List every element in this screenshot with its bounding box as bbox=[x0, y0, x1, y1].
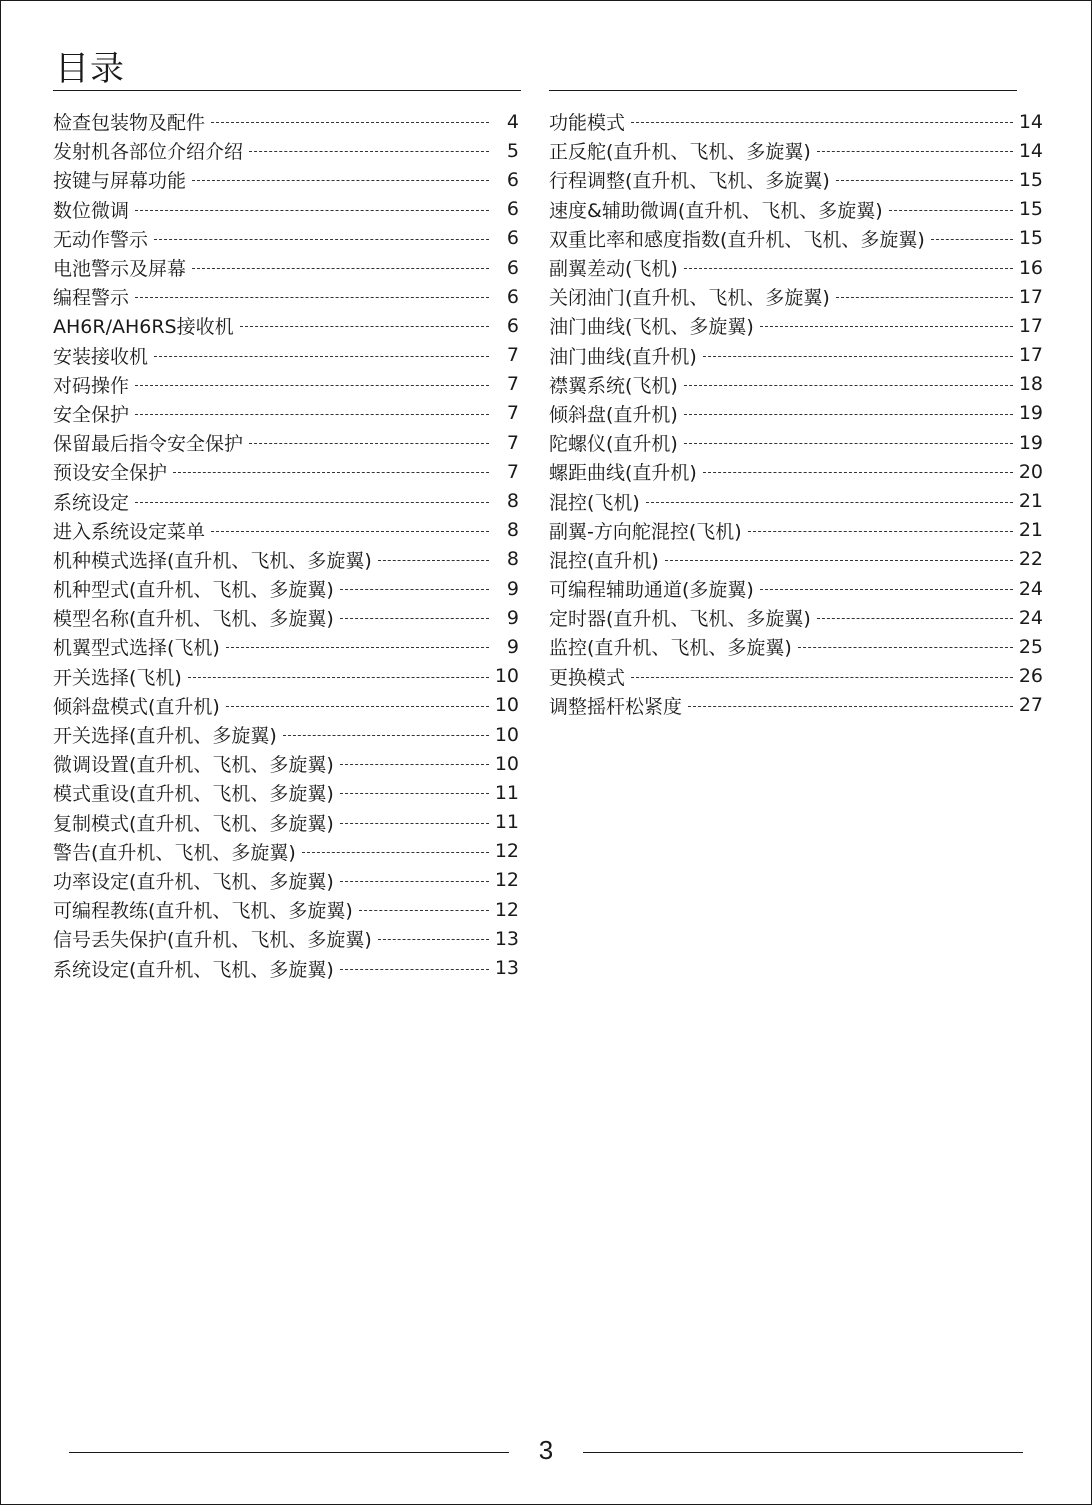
toc-entry-page: 10 bbox=[494, 665, 519, 688]
toc-entry[interactable] bbox=[549, 107, 1043, 136]
toc-dot-leader bbox=[665, 560, 1013, 561]
toc-right-column bbox=[549, 107, 1043, 720]
toc-entry-title: 按键与屏幕功能 bbox=[53, 170, 187, 193]
toc-dot-leader bbox=[211, 122, 489, 123]
toc-dot-leader bbox=[340, 764, 489, 765]
toc-entry-title: 更换模式 bbox=[549, 666, 626, 689]
toc-entry-page: 26 bbox=[1018, 665, 1043, 688]
toc-dot-leader bbox=[684, 268, 1013, 269]
toc-entry[interactable] bbox=[53, 282, 519, 311]
toc-entry-page: 24 bbox=[1018, 606, 1043, 629]
toc-entry[interactable] bbox=[53, 895, 519, 924]
toc-entry[interactable] bbox=[53, 749, 519, 778]
toc-dot-leader bbox=[378, 560, 489, 561]
toc-entry-page: 10 bbox=[494, 694, 519, 717]
toc-dot-leader bbox=[135, 210, 489, 211]
toc-dot-leader bbox=[249, 151, 489, 152]
toc-dot-leader bbox=[154, 239, 489, 240]
toc-entry-title: 混控(直升机) bbox=[549, 549, 659, 572]
toc-entry-page: 5 bbox=[506, 139, 519, 162]
toc-entry-title: 速度&辅助微调(直升机、飞机、多旋翼) bbox=[549, 199, 883, 222]
toc-entry[interactable] bbox=[549, 574, 1043, 603]
toc-dot-leader bbox=[211, 531, 489, 532]
toc-entry-title: 微调设置(直升机、飞机、多旋翼) bbox=[53, 754, 334, 777]
toc-entry-title: 开关选择(飞机) bbox=[53, 666, 182, 689]
toc-entry-title: 机种模式选择(直升机、飞机、多旋翼) bbox=[53, 549, 372, 572]
toc-entry-title: 监控(直升机、飞机、多旋翼) bbox=[549, 637, 792, 660]
toc-entry-title: 倾斜盘模式(直升机) bbox=[53, 695, 220, 718]
toc-dot-leader bbox=[340, 793, 489, 794]
toc-entry-title: 行程调整(直升机、飞机、多旋翼) bbox=[549, 170, 830, 193]
toc-entry[interactable] bbox=[53, 253, 519, 282]
toc-dot-leader bbox=[703, 356, 1013, 357]
toc-entry[interactable] bbox=[53, 370, 519, 399]
toc-entry-title: 复制模式(直升机、飞机、多旋翼) bbox=[53, 812, 334, 835]
toc-dot-leader bbox=[688, 706, 1013, 707]
toc-entry-title: 安全保护 bbox=[53, 403, 130, 426]
toc-entry-page: 7 bbox=[506, 431, 519, 454]
toc-entry-title: 功能模式 bbox=[549, 112, 626, 135]
toc-entry-page: 10 bbox=[494, 723, 519, 746]
toc-entry-title: 编程警示 bbox=[53, 287, 130, 310]
toc-entry-title: 安装接收机 bbox=[53, 345, 149, 368]
toc-dot-leader bbox=[135, 414, 489, 415]
toc-entry[interactable] bbox=[53, 545, 519, 574]
toc-entry-page: 8 bbox=[506, 490, 519, 513]
page-number-container bbox=[1, 1434, 1091, 1466]
toc-entry-page: 12 bbox=[494, 898, 519, 921]
toc-entry-page: 10 bbox=[494, 752, 519, 775]
toc-dot-leader bbox=[302, 852, 489, 853]
toc-entry-title: AH6R/AH6RS接收机 bbox=[53, 316, 234, 339]
toc-entry-title: 可编程教练(直升机、飞机、多旋翼) bbox=[53, 900, 353, 923]
toc-entry-title: 进入系统设定菜单 bbox=[53, 520, 206, 543]
toc-entry[interactable] bbox=[53, 136, 519, 165]
toc-dot-leader bbox=[817, 618, 1013, 619]
toc-entry-page: 6 bbox=[506, 285, 519, 308]
toc-entry-title: 副翼-方向舵混控(飞机) bbox=[549, 520, 742, 543]
toc-entry-page: 6 bbox=[506, 227, 519, 250]
toc-dot-leader bbox=[249, 443, 489, 444]
toc-entry[interactable] bbox=[549, 341, 1043, 370]
toc-entry-title: 襟翼系统(飞机) bbox=[549, 374, 678, 397]
toc-entry-page: 4 bbox=[506, 110, 519, 133]
toc-entry[interactable] bbox=[53, 924, 519, 953]
toc-entry-page: 24 bbox=[1018, 577, 1043, 600]
toc-entry[interactable] bbox=[549, 428, 1043, 457]
toc-entry-page: 6 bbox=[506, 314, 519, 337]
toc-dot-leader bbox=[817, 151, 1013, 152]
toc-entry[interactable] bbox=[549, 282, 1043, 311]
page-title: 目录 bbox=[55, 49, 125, 89]
toc-entry-title: 信号丢失保护(直升机、飞机、多旋翼) bbox=[53, 929, 372, 952]
toc-entry[interactable] bbox=[549, 516, 1043, 545]
toc-entry-page: 14 bbox=[1018, 110, 1043, 133]
toc-entry-page: 15 bbox=[1018, 168, 1043, 191]
toc-dot-leader bbox=[135, 385, 489, 386]
toc-entry-title: 预设安全保护 bbox=[53, 462, 168, 485]
toc-entry-title: 保留最后指令安全保护 bbox=[53, 433, 244, 456]
toc-entry-title: 可编程辅助通道(多旋翼) bbox=[549, 579, 754, 602]
toc-entry-page: 9 bbox=[506, 635, 519, 658]
toc-entry[interactable] bbox=[53, 662, 519, 691]
toc-entry-page: 11 bbox=[494, 811, 519, 834]
toc-entry-page: 9 bbox=[506, 577, 519, 600]
toc-entry-page: 14 bbox=[1018, 139, 1043, 162]
toc-entry-page: 7 bbox=[506, 344, 519, 367]
toc-entry[interactable] bbox=[549, 195, 1043, 224]
toc-entry-title: 开关选择(直升机、多旋翼) bbox=[53, 725, 277, 748]
toc-dot-leader bbox=[631, 677, 1013, 678]
toc-dot-leader bbox=[173, 472, 489, 473]
toc-entry[interactable] bbox=[53, 691, 519, 720]
toc-dot-leader bbox=[226, 647, 489, 648]
toc-dot-leader bbox=[760, 589, 1013, 590]
toc-entry-title: 陀螺仪(直升机) bbox=[549, 433, 678, 456]
toc-dot-leader bbox=[748, 531, 1013, 532]
toc-entry[interactable] bbox=[549, 545, 1043, 574]
toc-entry-page: 11 bbox=[494, 781, 519, 804]
toc-dot-leader bbox=[188, 677, 489, 678]
toc-entry-page: 17 bbox=[1018, 314, 1043, 337]
toc-entry-title: 调整摇杆松紧度 bbox=[549, 695, 683, 718]
toc-entry-page: 15 bbox=[1018, 227, 1043, 250]
toc-entry-title: 正反舵(直升机、飞机、多旋翼) bbox=[549, 141, 811, 164]
toc-entry[interactable] bbox=[53, 165, 519, 194]
toc-entry-page: 6 bbox=[506, 168, 519, 191]
toc-entry[interactable] bbox=[53, 603, 519, 632]
toc-entry-page: 8 bbox=[506, 519, 519, 542]
toc-entry[interactable] bbox=[549, 311, 1043, 340]
toc-entry[interactable] bbox=[53, 224, 519, 253]
toc-entry[interactable] bbox=[53, 953, 519, 982]
toc-entry[interactable] bbox=[53, 808, 519, 837]
toc-entry[interactable] bbox=[549, 632, 1043, 661]
toc-dot-leader bbox=[340, 969, 489, 970]
toc-dot-leader bbox=[340, 618, 489, 619]
toc-entry-title: 油门曲线(飞机、多旋翼) bbox=[549, 316, 754, 339]
toc-dot-leader bbox=[836, 180, 1013, 181]
toc-entry[interactable] bbox=[549, 370, 1043, 399]
toc-entry-page: 6 bbox=[506, 256, 519, 279]
toc-entry-title: 功率设定(直升机、飞机、多旋翼) bbox=[53, 870, 334, 893]
toc-entry[interactable] bbox=[549, 457, 1043, 486]
toc-entry[interactable] bbox=[53, 428, 519, 457]
toc-entry-page: 15 bbox=[1018, 198, 1043, 221]
toc-dot-leader bbox=[283, 735, 489, 736]
toc-entry[interactable] bbox=[549, 399, 1043, 428]
toc-entry-page: 7 bbox=[506, 460, 519, 483]
toc-entry-page: 20 bbox=[1018, 460, 1043, 483]
toc-entry[interactable] bbox=[549, 691, 1043, 720]
toc-entry-page: 12 bbox=[494, 869, 519, 892]
toc-dot-leader bbox=[703, 472, 1013, 473]
toc-entry-page: 22 bbox=[1018, 548, 1043, 571]
toc-dot-leader bbox=[684, 443, 1013, 444]
toc-entry[interactable] bbox=[549, 662, 1043, 691]
toc-entry-title: 倾斜盘(直升机) bbox=[549, 403, 678, 426]
toc-entry-title: 机翼型式选择(飞机) bbox=[53, 637, 220, 660]
toc-dot-leader bbox=[340, 823, 489, 824]
toc-entry[interactable] bbox=[53, 195, 519, 224]
toc-entry[interactable] bbox=[53, 457, 519, 486]
toc-dot-leader bbox=[760, 326, 1013, 327]
toc-entry-title: 系统设定 bbox=[53, 491, 130, 514]
toc-entry[interactable] bbox=[53, 341, 519, 370]
toc-entry-page: 25 bbox=[1018, 635, 1043, 658]
toc-entry-page: 19 bbox=[1018, 402, 1043, 425]
toc-entry[interactable] bbox=[549, 486, 1043, 515]
title-rule-right bbox=[549, 90, 1017, 91]
toc-dot-leader bbox=[192, 180, 489, 181]
toc-entry[interactable] bbox=[549, 224, 1043, 253]
toc-dot-leader bbox=[684, 414, 1013, 415]
toc-dot-leader bbox=[646, 502, 1013, 503]
toc-dot-leader bbox=[340, 589, 489, 590]
toc-dot-leader bbox=[240, 326, 489, 327]
toc-entry-title: 警告(直升机、飞机、多旋翼) bbox=[53, 841, 296, 864]
toc-entry-page: 21 bbox=[1018, 490, 1043, 513]
toc-entry-title: 发射机各部位介绍介绍 bbox=[53, 141, 244, 164]
toc-entry-page: 17 bbox=[1018, 285, 1043, 308]
toc-entry[interactable] bbox=[53, 837, 519, 866]
toc-dot-leader bbox=[359, 910, 489, 911]
toc-dot-leader bbox=[154, 356, 489, 357]
toc-dot-leader bbox=[378, 939, 489, 940]
toc-entry-title: 螺距曲线(直升机) bbox=[549, 462, 697, 485]
toc-dot-leader bbox=[889, 210, 1013, 211]
toc-entry[interactable] bbox=[53, 311, 519, 340]
toc-dot-leader bbox=[684, 385, 1013, 386]
toc-dot-leader bbox=[836, 297, 1013, 298]
toc-entry-page: 7 bbox=[506, 373, 519, 396]
toc-entry-title: 定时器(直升机、飞机、多旋翼) bbox=[549, 608, 811, 631]
toc-entry-title: 检查包装物及配件 bbox=[53, 112, 206, 135]
toc-entry-page: 8 bbox=[506, 548, 519, 571]
toc-entry-title: 对码操作 bbox=[53, 374, 130, 397]
toc-entry-page: 18 bbox=[1018, 373, 1043, 396]
toc-entry-title: 无动作警示 bbox=[53, 228, 149, 251]
toc-entry-title: 数位微调 bbox=[53, 199, 130, 222]
toc-entry-title: 模式重设(直升机、飞机、多旋翼) bbox=[53, 783, 334, 806]
toc-dot-leader bbox=[798, 647, 1013, 648]
toc-entry[interactable] bbox=[53, 107, 519, 136]
toc-entry[interactable] bbox=[53, 574, 519, 603]
toc-entry-page: 9 bbox=[506, 606, 519, 629]
toc-entry[interactable] bbox=[53, 720, 519, 749]
toc-entry[interactable] bbox=[53, 778, 519, 807]
toc-dot-leader bbox=[631, 122, 1013, 123]
toc-dot-leader bbox=[226, 706, 489, 707]
toc-entry-page: 17 bbox=[1018, 344, 1043, 367]
toc-entry-title: 模型名称(直升机、飞机、多旋翼) bbox=[53, 608, 334, 631]
toc-entry-page: 13 bbox=[494, 927, 519, 950]
toc-dot-leader bbox=[340, 881, 489, 882]
toc-entry-page: 13 bbox=[494, 957, 519, 980]
toc-entry-title: 电池警示及屏幕 bbox=[53, 258, 187, 281]
toc-entry-title: 混控(飞机) bbox=[549, 491, 640, 514]
toc-entry[interactable] bbox=[53, 399, 519, 428]
toc-entry-title: 机种型式(直升机、飞机、多旋翼) bbox=[53, 579, 334, 602]
toc-entry[interactable] bbox=[53, 486, 519, 515]
toc-entry-page: 16 bbox=[1018, 256, 1043, 279]
toc-entry-title: 关闭油门(直升机、飞机、多旋翼) bbox=[549, 287, 830, 310]
toc-entry[interactable] bbox=[549, 136, 1043, 165]
toc-entry-page: 19 bbox=[1018, 431, 1043, 454]
toc-entry-page: 27 bbox=[1018, 694, 1043, 717]
toc-dot-leader bbox=[135, 297, 489, 298]
toc-entry[interactable] bbox=[53, 516, 519, 545]
page-number: 3 bbox=[529, 1435, 563, 1465]
toc-left-column bbox=[53, 107, 519, 983]
toc-entry-title: 系统设定(直升机、飞机、多旋翼) bbox=[53, 958, 334, 981]
toc-entry[interactable] bbox=[549, 603, 1043, 632]
toc-entry-title: 双重比率和感度指数(直升机、飞机、多旋翼) bbox=[549, 228, 925, 251]
toc-entry-title: 油门曲线(直升机) bbox=[549, 345, 697, 368]
toc-entry-title: 副翼差动(飞机) bbox=[549, 258, 678, 281]
toc-dot-leader bbox=[931, 239, 1013, 240]
toc-entry-page: 6 bbox=[506, 198, 519, 221]
toc-entry-page: 21 bbox=[1018, 519, 1043, 542]
toc-entry[interactable] bbox=[549, 253, 1043, 282]
title-rule-left bbox=[53, 90, 521, 91]
toc-entry[interactable] bbox=[53, 632, 519, 661]
toc-entry-page: 12 bbox=[494, 840, 519, 863]
toc-entry[interactable] bbox=[53, 866, 519, 895]
toc-entry-page: 7 bbox=[506, 402, 519, 425]
toc-entry[interactable] bbox=[549, 165, 1043, 194]
toc-dot-leader bbox=[135, 502, 489, 503]
toc-dot-leader bbox=[192, 268, 489, 269]
